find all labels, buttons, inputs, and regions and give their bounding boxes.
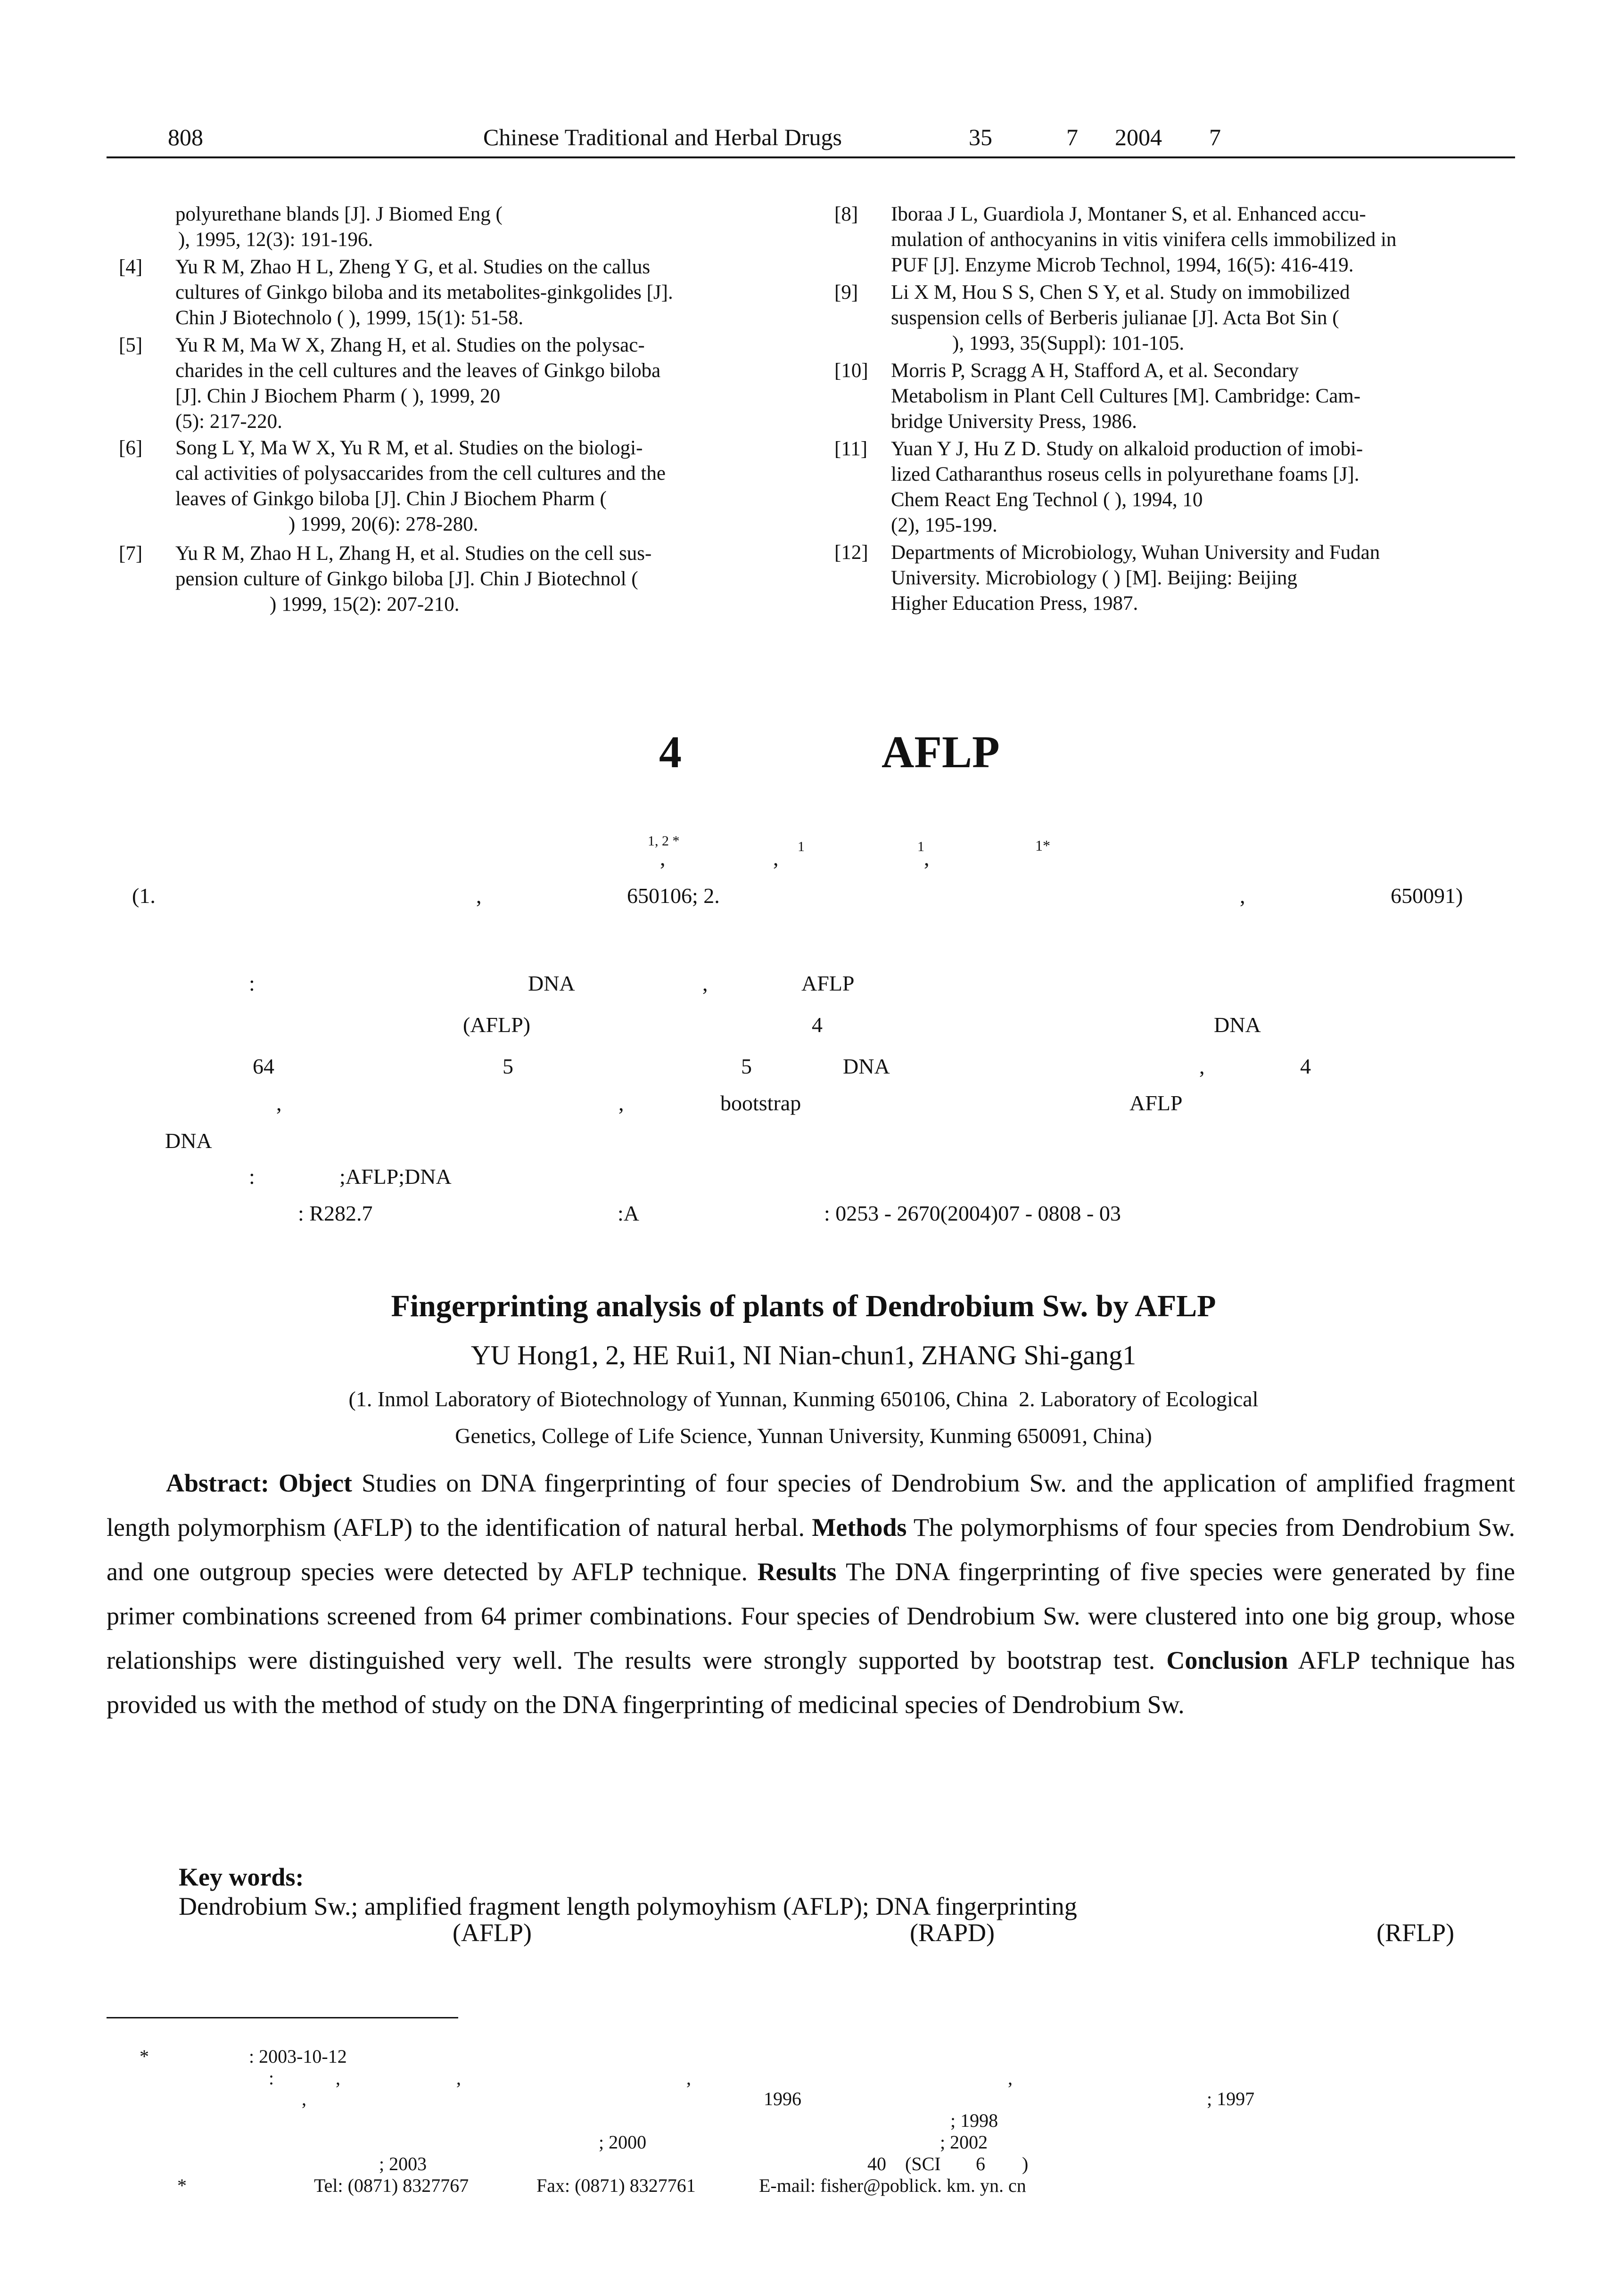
journal-name: Chinese Traditional and Herbal Drugs <box>483 124 842 150</box>
cn-abstract-colon: : <box>249 971 255 995</box>
reference-number: [9] <box>834 281 858 303</box>
reference-item <box>119 333 783 435</box>
en-affiliation-line: (1. Inmol Laboratory of Biotechnology of Yunnan, Kunming 650106, China 2. Laboratory of Ecological <box>348 1387 1259 1411</box>
abstract-methods-label: Methods <box>812 1513 907 1542</box>
en-authors: YU Hong1, 2, HE Rui1, NI Nian-chun1, ZHANG Shi-gang1 <box>470 1340 1137 1370</box>
cn-author-sup: 1, 2 * <box>648 833 680 849</box>
cn-abstract-token: DNA <box>843 1054 890 1078</box>
cn-abstract-token: 4 <box>812 1013 823 1037</box>
reference-number: [8] <box>834 203 858 225</box>
footnote-token: 1996 <box>764 2088 801 2109</box>
cn-affiliation-postcode: 650106; 2. <box>627 884 720 908</box>
cn-keywords: ;AFLP;DNA <box>339 1164 452 1189</box>
contact-fax: Fax: (0871) 8327761 <box>536 2175 696 2196</box>
reference-item <box>834 540 1516 616</box>
reference-number: [6] <box>119 437 143 459</box>
reference-number: [10] <box>834 360 868 382</box>
reference-line: mulation of anthocyanins in vitis vinifera cells immobilized in <box>891 229 1397 251</box>
reference-line: PUF [J]. Enzyme Microb Technol, 1994, 16(5): 416-419. <box>891 254 1354 276</box>
footnote-token: ; 2000 <box>599 2132 647 2153</box>
cn-abstract-token: DNA <box>165 1129 212 1153</box>
cn-affiliation-postcode: 650091) <box>1391 884 1463 908</box>
cn-abstract-token: (AFLP) <box>463 1013 531 1037</box>
journal-volume: 35 <box>969 124 992 150</box>
reference-item <box>834 280 1516 356</box>
journal-issue: 7 <box>1066 124 1078 150</box>
abstract-results-label: Results <box>757 1558 837 1586</box>
cn-abstract-token: AFLP <box>1129 1091 1183 1115</box>
footnote-token: : <box>269 2067 274 2089</box>
footnote-token: 6 <box>976 2153 985 2174</box>
footnote-token: , <box>686 2067 691 2089</box>
en-keywords <box>166 1833 1077 1921</box>
footnote-token: , <box>302 2088 306 2109</box>
reference-line: Yu R M, Zhao H L, Zhang H, et al. Studies on the cell sus- <box>175 542 652 565</box>
cn-abstract-token: , <box>1199 1054 1205 1078</box>
reference-line: leaves of Ginkgo biloba [J]. Chin J Biochem Pharm ( <box>175 488 607 510</box>
en-title: Fingerprinting analysis of plants of Dendrobium Sw. by AFLP <box>391 1289 1216 1323</box>
en-affiliation-line: Genetics, College of Life Science, Yunnan University, Kunming 650091, China) <box>455 1424 1152 1448</box>
footnote-token: 40 <box>867 2153 886 2174</box>
footnote-token: , <box>336 2067 340 2089</box>
reference-line: pension culture of Ginkgo biloba [J]. Chin J Biotechnol ( <box>175 568 638 590</box>
footnote-token: ) <box>1022 2153 1029 2174</box>
cn-author-sep: , <box>924 846 930 870</box>
reference-item <box>119 254 783 331</box>
header-rule <box>107 156 1515 158</box>
reference-line: Departments of Microbiology, Wuhan University and Fudan <box>891 541 1380 564</box>
reference-number: [4] <box>119 256 143 278</box>
reference-item <box>175 202 783 253</box>
reference-line: ), 1993, 35(Suppl): 101-105. <box>952 332 1185 354</box>
cn-abstract-token: DNA <box>528 971 575 995</box>
cn-author-sup: 1 <box>798 839 805 854</box>
keywords-label: Key words: <box>179 1863 304 1891</box>
footnote-token: , <box>1008 2067 1013 2089</box>
cn-article-id: : 0253 - 2670(2004)07 - 0808 - 03 <box>824 1201 1121 1225</box>
reference-line: Song L Y, Ma W X, Yu R M, et al. Studies on the biologi- <box>175 437 643 459</box>
reference-line: charides in the cell cultures and the leaves of Ginkgo biloba <box>175 360 661 382</box>
cn-affiliation-sep: , <box>476 884 482 908</box>
cn-title-number: 4 <box>659 727 682 777</box>
footnote-token: ; 1997 <box>1207 2088 1255 2109</box>
reference-line: (5): 217-220. <box>175 410 282 433</box>
reference-number: [7] <box>119 542 143 565</box>
journal-month: 7 <box>1209 124 1221 150</box>
reference-line: cultures of Ginkgo biloba and its metabolites-ginkgolides [J]. <box>175 281 673 303</box>
cn-affiliation-open: (1. <box>132 884 156 908</box>
cn-document-code: :A <box>618 1201 639 1225</box>
reference-line: lized Catharanthus roseus cells in polyurethane foams [J]. <box>891 463 1360 485</box>
abstract-object: Studies on DNA fingerprinting of four species of Dendrobium Sw. and the application of amplified fragment length polymorphism (AFLP) to the identification of natural herbal. <box>107 1469 1516 1542</box>
reference-line: suspension cells of Berberis julianae [J]. Acta Bot Sin ( <box>891 307 1339 329</box>
cn-abstract-token: , <box>276 1091 282 1115</box>
cn-abstract-token: 4 <box>1300 1054 1311 1078</box>
reference-line: Li X M, Hou S S, Chen S Y, et al. Study on immobilized <box>891 281 1350 303</box>
received-date: : 2003-10-12 <box>249 2046 347 2067</box>
keywords-text: Dendrobium Sw.; amplified fragment length polymoyhism (AFLP); DNA fingerprinting <box>179 1892 1077 1920</box>
cn-author-sup: 1 <box>917 839 924 854</box>
footnote-token: , <box>456 2067 461 2089</box>
page-number: 808 <box>168 124 203 150</box>
reference-item <box>834 436 1516 538</box>
cn-affiliation-sep: , <box>1240 884 1245 908</box>
abstract-methods: The polymorphisms of four species from Dendrobium Sw. and one outgroup species were detected by AFLP technique. <box>107 1513 1515 1586</box>
intro-token: (RAPD) <box>910 1919 995 1947</box>
reference-line: Yuan Y J, Hu Z D. Study on alkaloid production of imobi- <box>891 438 1363 460</box>
cn-abstract-token: 64 <box>253 1054 274 1078</box>
footnote-token: (SCI <box>905 2153 941 2174</box>
reference-line: Metabolism in Plant Cell Cultures [M]. Cambridge: Cam- <box>891 385 1361 407</box>
footnote-token: ; 1998 <box>950 2110 998 2131</box>
reference-line: (2), 195-199. <box>891 514 997 536</box>
reference-line: bridge University Press, 1986. <box>891 410 1137 433</box>
cn-author-sup: 1* <box>1035 837 1050 854</box>
reference-line: Chem React Eng Technol ( ), 1994, 10 <box>891 489 1203 511</box>
reference-line: Morris P, Scragg A H, Stafford A, et al. Secondary <box>891 360 1299 382</box>
cn-abstract-token: , <box>618 1091 624 1115</box>
cn-author-sep: , <box>773 846 779 870</box>
contact-email: E-mail: fisher@poblick. km. yn. cn <box>759 2175 1026 2196</box>
reference-line: cal activities of polysaccarides from the cell cultures and the <box>175 462 666 484</box>
footnote-token: ; 2003 <box>379 2153 427 2174</box>
cn-abstract-colon: : <box>249 1164 255 1189</box>
abstract-label: Abstract: <box>166 1469 269 1497</box>
en-abstract <box>107 1461 1515 1727</box>
footnote-marker: * <box>177 2175 187 2196</box>
cn-abstract-token: 5 <box>741 1054 752 1078</box>
reference-line: ) 1999, 20(6): 278-280. <box>288 513 478 535</box>
intro-token: (AFLP) <box>453 1919 532 1947</box>
reference-item <box>119 435 783 537</box>
reference-line: ) 1999, 15(2): 207-210. <box>270 593 460 615</box>
reference-line: Yu R M, Zhao H L, Zheng Y G, et al. Studies on the callus <box>175 256 651 278</box>
reference-line: Higher Education Press, 1987. <box>891 592 1138 615</box>
cn-abstract-token: DNA <box>1214 1013 1261 1037</box>
journal-year: 2004 <box>1115 124 1162 150</box>
cn-abstract-token: AFLP <box>801 971 855 995</box>
abstract-conclusion: AFLP technique has provided us with the method of study on the DNA fingerprinting of medicinal species of Dendrobium Sw. <box>107 1646 1516 1719</box>
reference-line: ), 1995, 12(3): 191-196. <box>178 229 373 251</box>
reference-line: polyurethane blands [J]. J Biomed Eng ( <box>175 203 503 225</box>
reference-number: [12] <box>834 541 868 564</box>
abstract-conclusion-label: Conclusion <box>1166 1646 1288 1674</box>
cn-title-method: AFLP <box>882 727 1000 777</box>
reference-item <box>119 541 783 617</box>
reference-item <box>834 202 1516 278</box>
reference-item <box>834 358 1516 435</box>
reference-line: Chin J Biotechnolo ( ), 1999, 15(1): 51-58. <box>175 307 524 329</box>
cn-abstract-token: bootstrap <box>720 1091 801 1115</box>
reference-number: [5] <box>119 334 143 356</box>
reference-line: University. Microbiology ( ) [M]. Beijing: Beijing <box>891 567 1297 589</box>
contact-tel: Tel: (0871) 8327767 <box>314 2175 469 2196</box>
reference-line: Iboraa J L, Guardiola J, Montaner S, et al. Enhanced accu- <box>891 203 1366 225</box>
footnote-rule <box>107 2017 458 2018</box>
abstract-object-label: Object <box>279 1469 352 1497</box>
cn-author-sep: , <box>660 846 666 870</box>
reference-line: [J]. Chin J Biochem Pharm ( ), 1999, 20 <box>175 385 501 407</box>
cn-clc-number: : R282.7 <box>298 1201 373 1225</box>
footnote-token: ; 2002 <box>940 2132 988 2153</box>
abstract-results: The DNA fingerprinting of five species were generated by fine primer combinations screened from 64 primer combinations. Four species of Dendrobium Sw. were clustered into one big group, whose relationships were distinguished very well. The results were strongly supported by bootstrap test. <box>107 1558 1515 1674</box>
reference-line: Yu R M, Ma W X, Zhang H, et al. Studies on the polysac- <box>175 334 645 356</box>
intro-token: (RFLP) <box>1376 1919 1455 1947</box>
cn-abstract-token: , <box>702 971 708 995</box>
footnote-marker: * <box>140 2046 149 2067</box>
reference-number: [11] <box>834 438 868 460</box>
cn-abstract-token: 5 <box>503 1054 513 1078</box>
